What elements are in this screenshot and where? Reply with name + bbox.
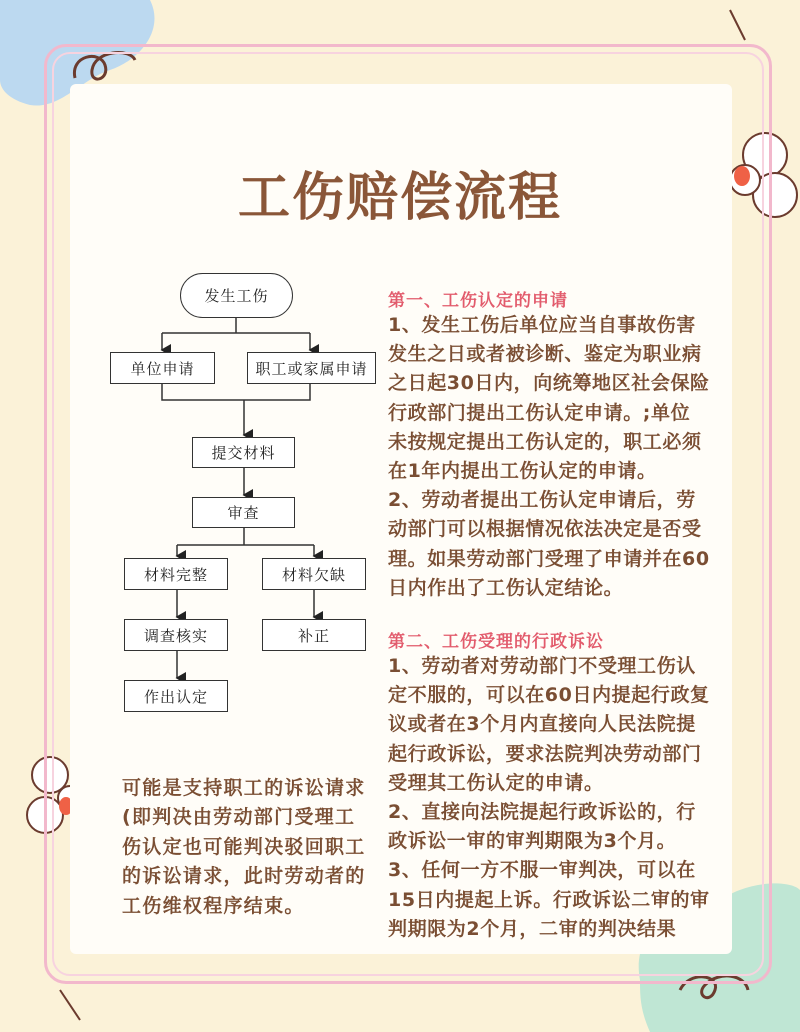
flow-node-investigate: 调查核实 bbox=[124, 619, 228, 651]
text-line: 工伤维权程序结束。 bbox=[122, 894, 305, 917]
flow-node-supplement: 补正 bbox=[262, 619, 366, 651]
text-line: 理。如果劳动部门受理了申请并在60 bbox=[388, 547, 710, 570]
text-line: 政诉讼一审的审判期限为3个月。 bbox=[388, 830, 677, 853]
flow-node-submit: 提交材料 bbox=[192, 437, 295, 468]
text-line: 15日内提起上诉。行政诉讼二审的审 bbox=[388, 888, 710, 911]
text-line: 1、发生工伤后单位应当自事故伤害 bbox=[388, 314, 696, 336]
text-line: 之日起30日内，向统筹地区社会保险 bbox=[388, 372, 710, 395]
flow-node-review: 审查 bbox=[192, 497, 295, 528]
text-line: 受理其工伤认定的申请。 bbox=[388, 771, 604, 794]
text-line: 伤认定也可能判决驳回职工 bbox=[122, 835, 366, 858]
text-line: 3、任何一方不服一审判决，可以在 bbox=[388, 859, 696, 882]
section2-heading: 第二、工伤受理的行政诉讼 bbox=[388, 632, 604, 652]
section1-body bbox=[388, 311, 710, 603]
text-line: 议或者在3个月内直接向人民法院提 bbox=[388, 713, 696, 736]
flow-node-worker-apply: 职工或家属申请 bbox=[247, 352, 376, 384]
text-line: 定不服的，可以在60日内提起行政复 bbox=[388, 684, 710, 707]
text-line: 判期限为2个月，二审的判决结果 bbox=[388, 917, 677, 940]
text-line: 的诉讼请求，此时劳动者的 bbox=[122, 865, 366, 888]
text-line: 可能是支持职工的诉讼请求 bbox=[122, 777, 366, 799]
flow-node-decide: 作出认定 bbox=[124, 680, 228, 712]
text-line: 起行政诉讼，要求法院判决劳动部门 bbox=[388, 742, 702, 765]
text-line: 2、劳动者提出工伤认定申请后，劳 bbox=[388, 489, 696, 512]
flow-node-complete: 材料完整 bbox=[124, 558, 228, 590]
flow-node-missing: 材料欠缺 bbox=[262, 558, 366, 590]
flow-node-unit-apply: 单位申请 bbox=[110, 352, 215, 384]
text-line: (即判决由劳动部门受理工 bbox=[122, 806, 356, 829]
text-line: 在1年内提出工伤认定的申请。 bbox=[388, 460, 657, 483]
text-line: 1、劳动者对劳动部门不受理工伤认 bbox=[388, 655, 696, 677]
text-line: 行政部门提出工伤认定申请。;单位 bbox=[388, 401, 691, 424]
text-line: 动部门可以根据情况依法决定是否受 bbox=[388, 518, 702, 541]
section1-heading: 第一、工伤认定的申请 bbox=[388, 291, 568, 311]
section2-body bbox=[388, 652, 710, 944]
text-line: 2、直接向法院提起行政诉讼的，行 bbox=[388, 801, 696, 824]
left-note bbox=[122, 774, 366, 921]
text-line: 未按规定提出工伤认定的，职工必须 bbox=[388, 430, 702, 453]
flow-node-start: 发生工伤 bbox=[180, 273, 293, 318]
text-line: 发生之日或者被诊断、鉴定为职业病 bbox=[388, 343, 702, 366]
page-title: 工伤赔偿流程 bbox=[237, 168, 562, 228]
text-line: 日内作出了工伤认定结论。 bbox=[388, 576, 624, 599]
